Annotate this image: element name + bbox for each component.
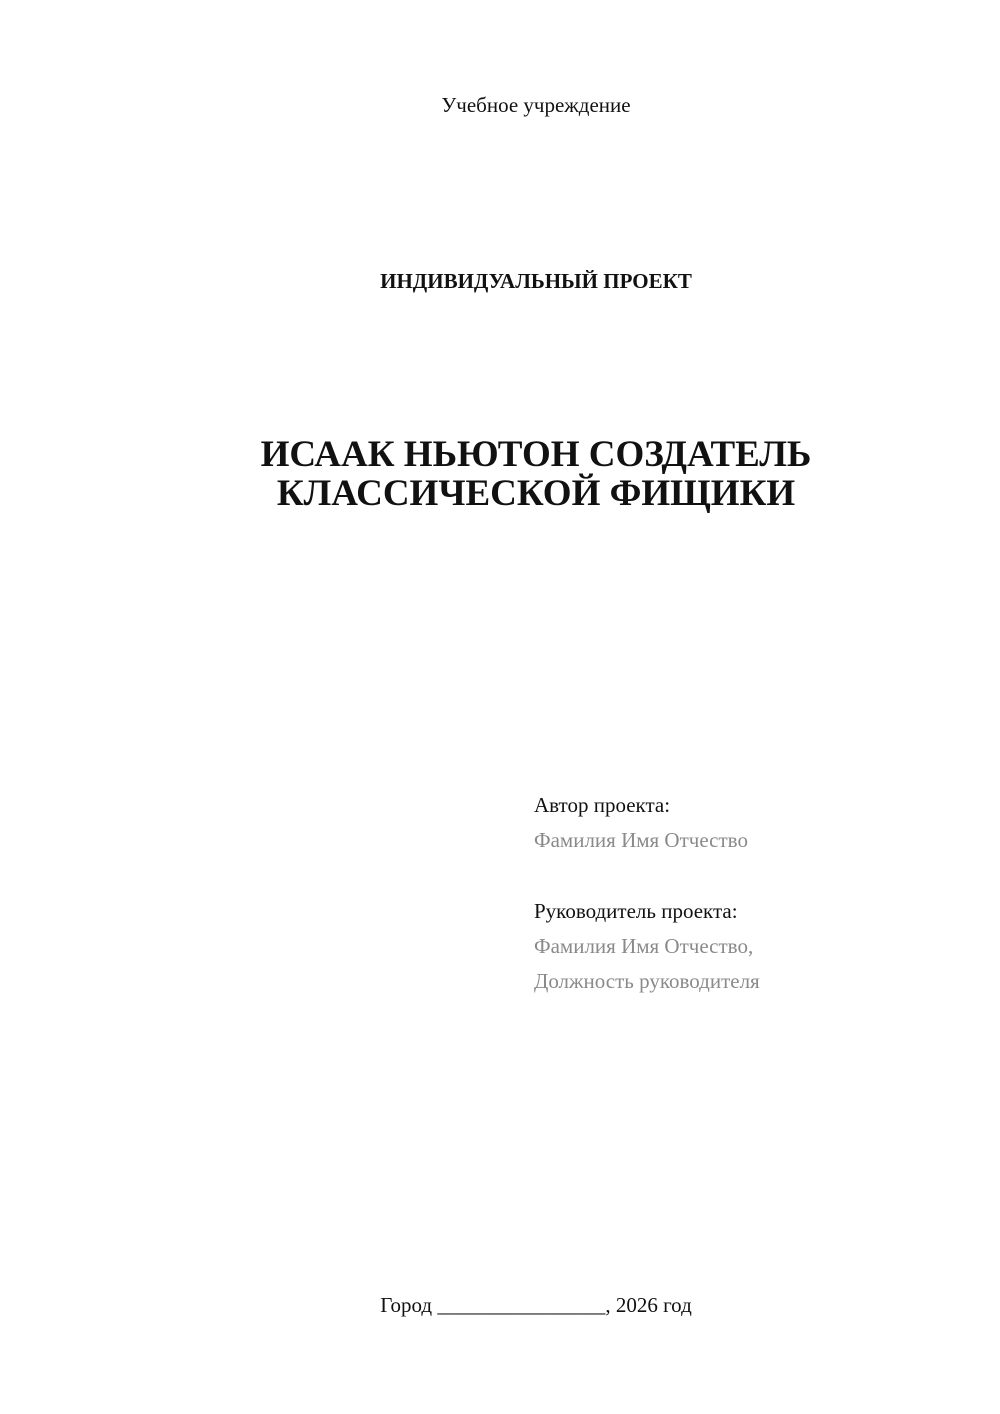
- city-year-line: [0, 1291, 1000, 1319]
- document-type: ИНДИВИДУАЛЬНЫЙ ПРОЕКТ: [380, 269, 692, 293]
- city-label: Город: [380, 1293, 433, 1317]
- institution-name: Учебное учреждение: [441, 93, 631, 117]
- document-title-line-1: ИСААК НЬЮТОН СОЗДАТЕЛЬ: [260, 434, 812, 475]
- document-title: [0, 435, 1000, 513]
- supervisor-position: Должность руководителя: [534, 969, 760, 993]
- city-blank: ________________: [437, 1293, 606, 1317]
- supervisor-label: Руководитель проекта:: [534, 899, 738, 923]
- year-text: , 2026 год: [605, 1293, 692, 1317]
- supervisor-name: Фамилия Имя Отчество,: [534, 934, 754, 958]
- author-label: Автор проекта:: [534, 793, 671, 817]
- author-name: Фамилия Имя Отчество: [534, 828, 748, 852]
- credits-spacer: [534, 858, 974, 894]
- project-credits: [534, 788, 974, 999]
- document-title-line-2: КЛАССИЧЕСКОЙ ФИЩИКИ: [276, 473, 796, 514]
